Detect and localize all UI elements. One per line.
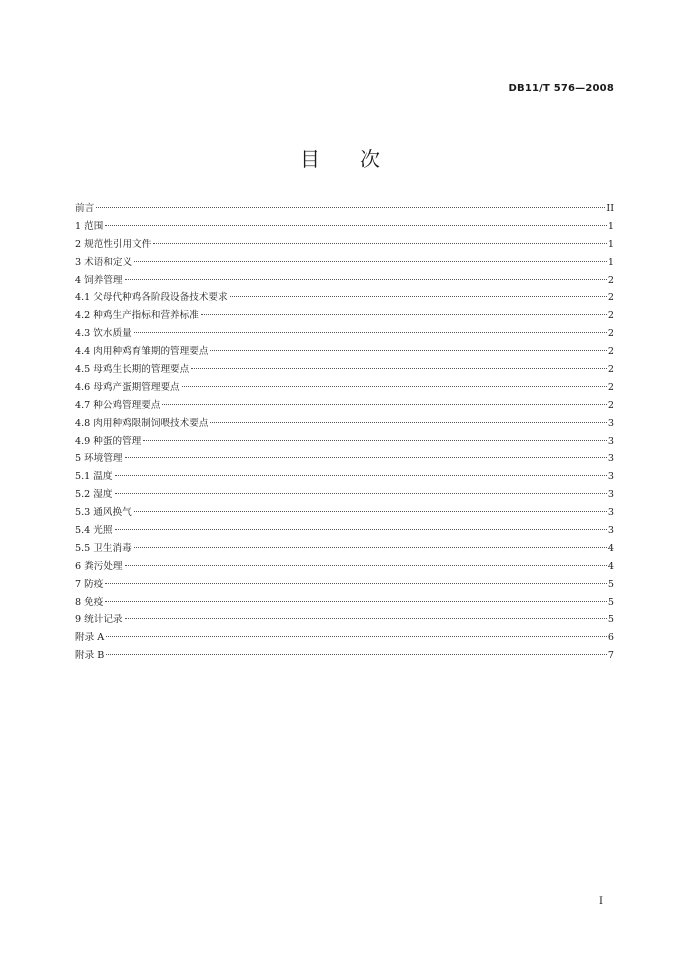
toc-entry[interactable] — [75, 433, 614, 451]
toc-leader-dots — [115, 475, 607, 476]
toc-entry[interactable] — [75, 272, 614, 290]
toc-entry[interactable] — [75, 647, 614, 665]
toc-entry[interactable] — [75, 594, 614, 612]
toc-entry-page: 3 — [607, 525, 614, 537]
toc-entry-page: 3 — [607, 471, 614, 483]
toc-entry[interactable] — [75, 397, 614, 415]
toc-leader-dots — [125, 457, 607, 458]
toc-entry-label: 3 术语和定义 — [75, 256, 133, 268]
page-title: 目 次 — [300, 147, 380, 171]
toc-entry-label: 4.6 母鸡产蛋期管理要点 — [75, 381, 180, 393]
toc-entry-page: 6 — [607, 632, 614, 644]
toc-leader-dots — [115, 493, 607, 494]
toc-entry-label: 4.7 种公鸡管理要点 — [75, 399, 161, 411]
toc-leader-dots — [210, 422, 606, 423]
toc-entry-page: 3 — [607, 489, 614, 501]
toc-entry-label: 8 免疫 — [75, 596, 104, 608]
toc-entry-page: 4 — [607, 560, 614, 572]
toc-entry-label: 5.4 光照 — [75, 525, 113, 537]
standard-code: DB11/T 576—2008 — [508, 83, 614, 94]
toc-leader-dots — [125, 618, 607, 619]
toc-entry[interactable] — [75, 236, 614, 254]
toc-entry-label: 5.5 卫生消毒 — [75, 542, 132, 554]
toc-entry[interactable] — [75, 522, 614, 540]
toc-leader-dots — [143, 440, 607, 441]
toc-entry-page: 2 — [607, 381, 614, 393]
toc-entry-page: 2 — [607, 346, 614, 358]
toc-entry-page: 3 — [607, 435, 614, 447]
toc-leader-dots — [153, 243, 607, 244]
toc-leader-dots — [182, 386, 607, 387]
toc-entry-label: 前言 — [75, 203, 95, 214]
toc-entry-page: 2 — [607, 399, 614, 411]
toc-entry-label: 4 饲养管理 — [75, 274, 123, 286]
toc-entry-page: 5 — [607, 614, 614, 626]
toc-leader-dots — [105, 583, 607, 584]
toc-leader-dots — [210, 350, 606, 351]
toc-entry-page: 2 — [607, 364, 614, 376]
toc-entry[interactable] — [75, 540, 614, 558]
toc-entry[interactable] — [75, 611, 614, 629]
toc-entry-label: 4.9 种蛋的管理 — [75, 435, 142, 447]
toc-entry[interactable] — [75, 450, 614, 468]
toc-entry-page: 2 — [607, 274, 614, 286]
toc-entry-label: 4.5 母鸡生长期的管理要点 — [75, 364, 190, 376]
toc-entry-page: 5 — [607, 578, 614, 590]
toc-entry-label: 5.3 通风换气 — [75, 507, 132, 519]
toc-entry-page: 1 — [607, 220, 614, 232]
toc-leader-dots — [134, 332, 607, 333]
toc-entry-label: 1 范围 — [75, 220, 104, 232]
toc-entry[interactable] — [75, 629, 614, 647]
toc-entry[interactable] — [75, 468, 614, 486]
toc-entry-page: 2 — [607, 310, 614, 322]
toc-entry[interactable] — [75, 486, 614, 504]
toc-entry-page: 2 — [607, 328, 614, 340]
toc-entry-label: 4.2 种鸡生产指标和营养标准 — [75, 310, 199, 322]
toc-entry-page: 3 — [607, 507, 614, 519]
toc-entry-label: 5.2 湿度 — [75, 489, 113, 501]
toc-entry[interactable] — [75, 289, 614, 307]
toc-leader-dots — [125, 565, 607, 566]
toc-entry-label: 4.8 肉用种鸡限制饲喂技术要点 — [75, 417, 209, 429]
toc-entry-page: 1 — [607, 238, 614, 250]
toc-leader-dots — [96, 207, 605, 208]
toc-entry[interactable] — [75, 218, 614, 236]
toc-leader-dots — [105, 601, 607, 602]
toc-leader-dots — [134, 547, 607, 548]
toc-entry[interactable] — [75, 343, 614, 361]
toc-entry-label: 附录 A — [75, 632, 105, 644]
toc-leader-dots — [191, 368, 607, 369]
toc-entry[interactable] — [75, 379, 614, 397]
toc-leader-dots — [134, 261, 607, 262]
toc-entry-page: 1 — [607, 256, 614, 268]
toc-entry-label: 附录 B — [75, 650, 105, 662]
toc-entry[interactable] — [75, 307, 614, 325]
toc-leader-dots — [106, 636, 607, 637]
toc-leader-dots — [106, 654, 607, 655]
toc-leader-dots — [230, 296, 607, 297]
toc-entry-label: 9 统计记录 — [75, 614, 123, 626]
toc-entry-label: 6 粪污处理 — [75, 560, 123, 572]
toc-entry[interactable] — [75, 200, 614, 218]
toc-entry-page: 2 — [607, 292, 614, 304]
toc-leader-dots — [201, 314, 607, 315]
toc-entry-page: 7 — [607, 650, 614, 662]
table-of-contents — [75, 200, 614, 665]
toc-leader-dots — [125, 279, 607, 280]
toc-entry-page: 4 — [607, 542, 614, 554]
toc-entry-label: 2 规范性引用文件 — [75, 238, 152, 250]
toc-leader-dots — [134, 511, 607, 512]
toc-entry-page: 5 — [607, 596, 614, 608]
toc-entry-label: 4.3 饮水质量 — [75, 328, 132, 340]
toc-entry[interactable] — [75, 361, 614, 379]
toc-leader-dots — [162, 404, 606, 405]
toc-entry[interactable] — [75, 254, 614, 272]
toc-entry-page: 3 — [607, 453, 614, 465]
toc-entry-label: 5.1 温度 — [75, 471, 113, 483]
toc-entry-page: 3 — [607, 417, 614, 429]
toc-entry-label: 7 防疫 — [75, 578, 104, 590]
toc-leader-dots — [105, 225, 607, 226]
toc-entry[interactable] — [75, 415, 614, 433]
toc-entry[interactable] — [75, 576, 614, 594]
toc-leader-dots — [115, 529, 607, 530]
toc-entry[interactable] — [75, 504, 614, 522]
toc-entry-label: 5 环境管理 — [75, 453, 123, 465]
page-number: I — [599, 896, 603, 907]
toc-entry[interactable] — [75, 325, 614, 343]
toc-entry[interactable] — [75, 558, 614, 576]
toc-entry-label: 4.4 肉用种鸡育雏期的管理要点 — [75, 346, 209, 358]
toc-entry-label: 4.1 父母代种鸡各阶段设备技术要求 — [75, 292, 228, 304]
toc-entry-page: II — [606, 203, 614, 214]
